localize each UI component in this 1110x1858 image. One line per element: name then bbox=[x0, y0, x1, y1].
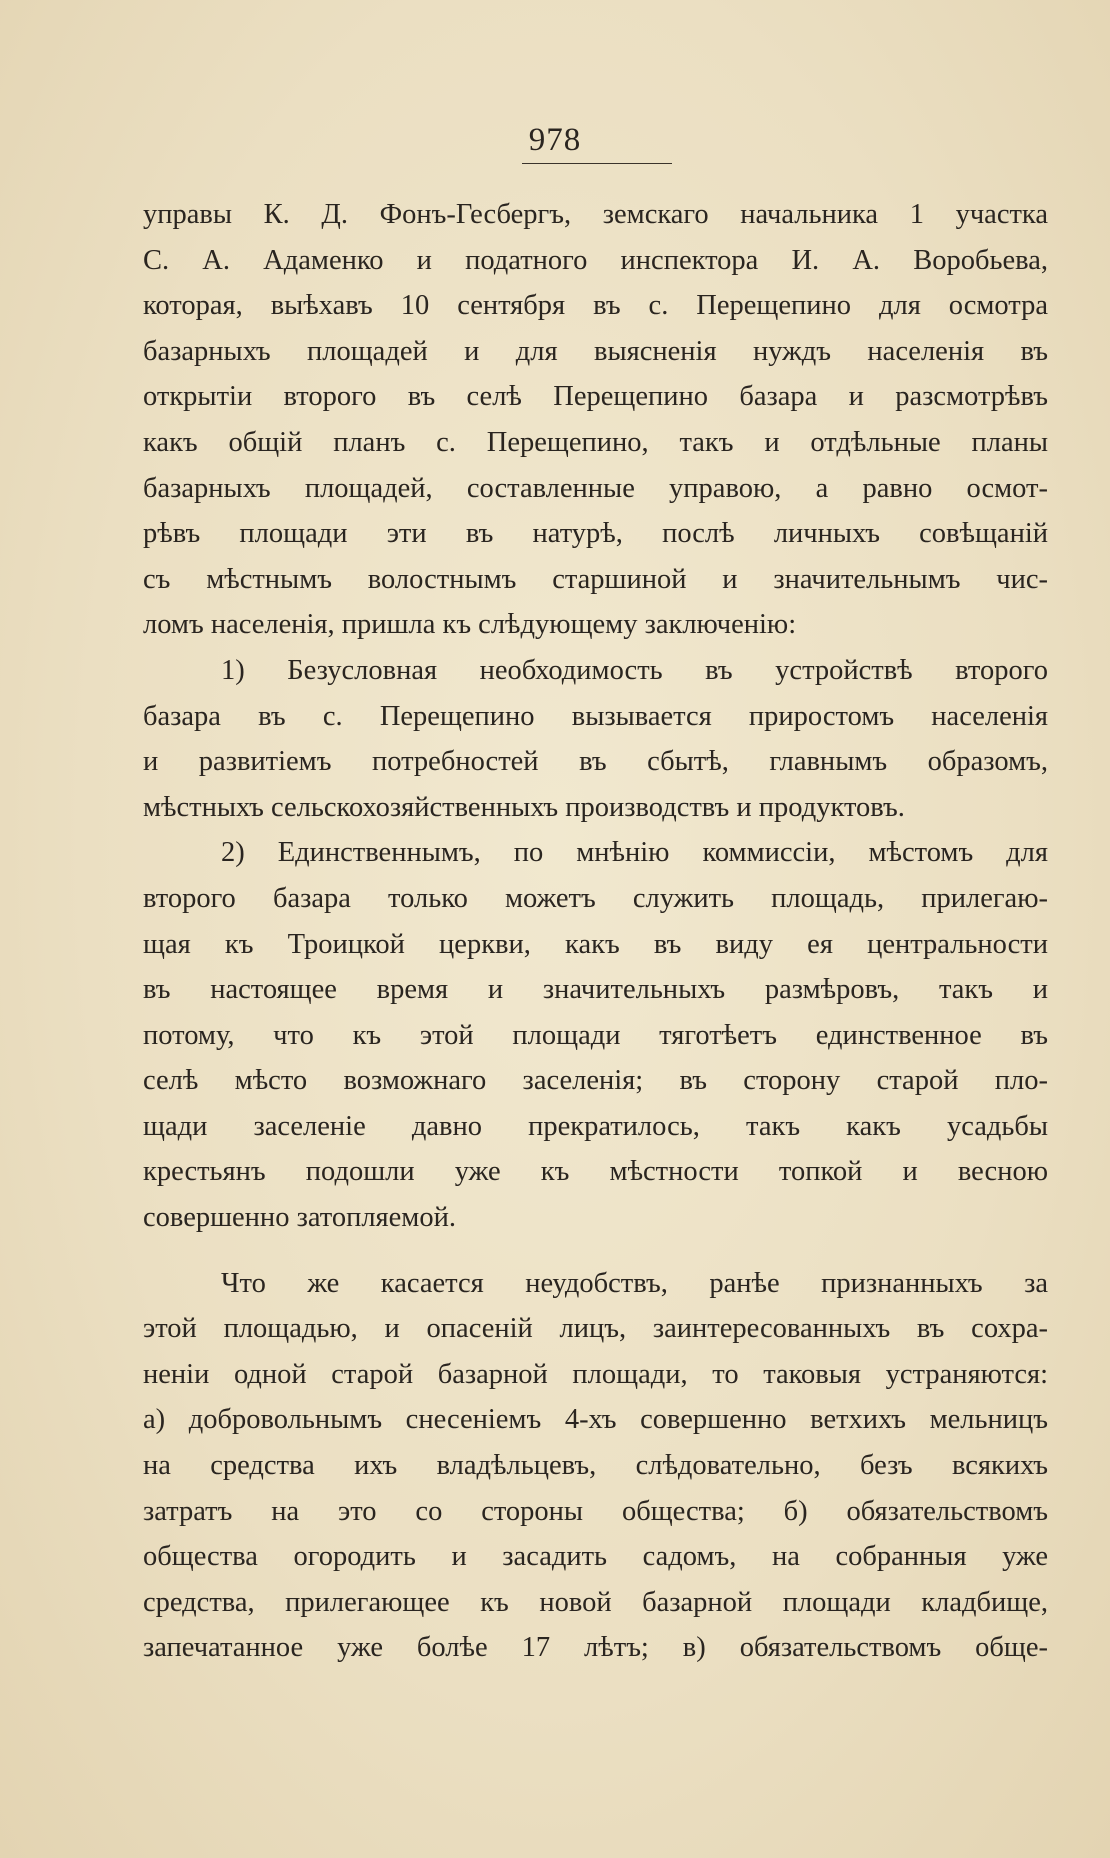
text-line: общества огородить и засадить садомъ, на собранныя уже bbox=[143, 1541, 1048, 1573]
text-line: съ мѣстнымъ волостнымъ старшиной и значительнымъ чис- bbox=[143, 563, 1048, 595]
text-line: въ настоящее время и значительныхъ размѣровъ, такъ и bbox=[143, 974, 1048, 1006]
text-line: которая, выѣхавъ 10 сентября въ с. Перещепино для осмотра bbox=[143, 290, 1048, 322]
text-line: 1) Безусловная необходимость въ устройствѣ второго bbox=[221, 654, 1048, 686]
text-line: запечатанное уже болѣе 17 лѣтъ; в) обязательствомъ обще- bbox=[143, 1632, 1048, 1664]
paragraph-gap bbox=[143, 1241, 1048, 1261]
text-line: на средства ихъ владѣльцевъ, слѣдовательно, безъ всякихъ bbox=[143, 1450, 1048, 1482]
text-line: потому, что къ этой площади тяготѣетъ единственное въ bbox=[143, 1019, 1048, 1051]
text-line: селѣ мѣсто возможнаго заселенія; въ сторону старой пло- bbox=[143, 1065, 1048, 1097]
text-line: затратъ на это со стороны общества; б) обязательствомъ bbox=[143, 1495, 1048, 1527]
text-line: С. А. Адаменко и податного инспектора И. А. Воробьева, bbox=[143, 244, 1048, 276]
body-text bbox=[143, 192, 1048, 1671]
text-line: совершенно затопляемой. bbox=[143, 1202, 456, 1234]
text-line: и развитіемъ потребностей въ сбытѣ, главнымъ образомъ, bbox=[143, 746, 1048, 778]
text-line: неніи одной старой базарной площади, то таковыя устраняются: bbox=[143, 1358, 1048, 1390]
text-line: второго базара только можетъ служить площадь, прилегаю- bbox=[143, 882, 1048, 914]
text-line: ломъ населенія, пришла къ слѣдующему заключенію: bbox=[143, 609, 797, 641]
text-line: щая къ Троицкой церкви, какъ въ виду ея центральности bbox=[143, 928, 1048, 960]
text-line: открытіи второго въ селѣ Перещепино базара и разсмотрѣвъ bbox=[143, 381, 1048, 413]
text-line: базарныхъ площадей и для выясненія нуждъ населенія въ bbox=[143, 335, 1048, 367]
text-line: рѣвъ площади эти въ натурѣ, послѣ личныхъ совѣщаній bbox=[143, 518, 1048, 550]
text-line: мѣстныхъ сельскохозяйственныхъ производствъ и продуктовъ. bbox=[143, 791, 905, 823]
text-line: а) добровольнымъ снесеніемъ 4-хъ совершенно ветхихъ мельницъ bbox=[143, 1404, 1048, 1436]
text-line: управы К. Д. Фонъ-Гесбергъ, земскаго начальника 1 участка bbox=[143, 199, 1048, 230]
text-line: крестьянъ подошли уже къ мѣстности топкой и весною bbox=[143, 1156, 1048, 1188]
text-line: этой площадью, и опасеній лицъ, заинтересованныхъ въ сохра- bbox=[143, 1313, 1048, 1345]
text-line: 2) Единственнымъ, по мнѣнію коммиссіи, мѣстомъ для bbox=[221, 837, 1048, 869]
text-line: базара въ с. Перещепино вызывается приростомъ населенія bbox=[143, 700, 1048, 732]
text-line: какъ общій планъ с. Перещепино, такъ и отдѣльные планы bbox=[143, 426, 1048, 458]
page-number: 978 bbox=[528, 122, 582, 158]
text-line: средства, прилегающее къ новой базарной площади кладбище, bbox=[143, 1586, 1048, 1618]
text-line: базарныхъ площадей, составленные управою, а равно осмот- bbox=[143, 472, 1048, 504]
text-line: щади заселеніе давно прекратилось, такъ какъ усадьбы bbox=[143, 1110, 1048, 1142]
text-line: Что же касается неудобствъ, ранѣе признанныхъ за bbox=[221, 1267, 1048, 1299]
page-number-rule bbox=[522, 163, 672, 164]
